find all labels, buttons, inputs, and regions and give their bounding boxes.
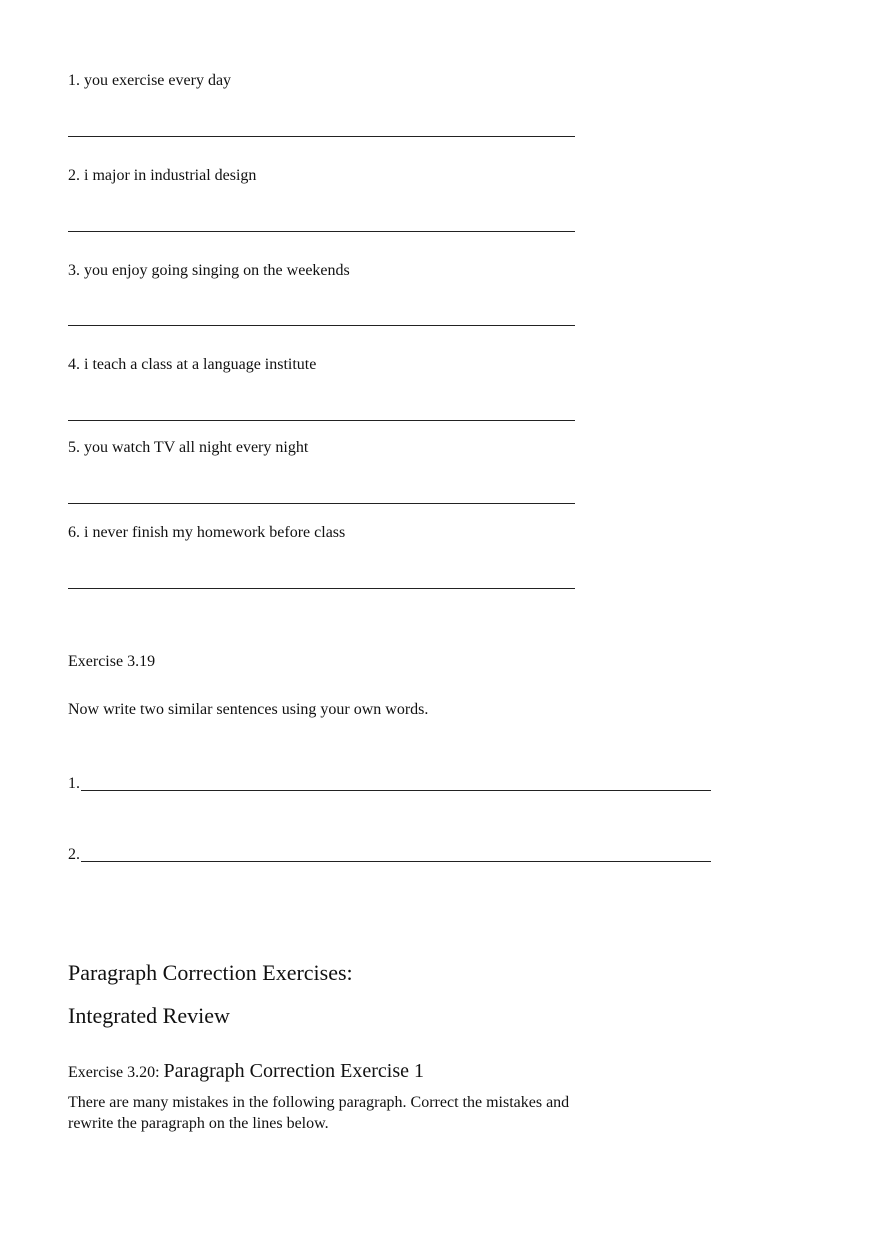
exercise-item-4: 4. i teach a class at a language institute xyxy=(68,356,317,373)
answer-line-5[interactable] xyxy=(68,503,575,504)
exercise-320-instruction-line-1: There are many mistakes in the following paragraph. Correct the mistakes and xyxy=(68,1094,570,1111)
exercise-item-3: 3. you enjoy going singing on the weekends xyxy=(68,262,350,279)
answer-line-2[interactable] xyxy=(68,231,575,232)
exercise-item-5: 5. you watch TV all night every night xyxy=(68,439,309,456)
exercise-320-prefix: Exercise 3.20: xyxy=(68,1064,164,1081)
exercise-item-2: 2. i major in industrial design xyxy=(68,167,257,184)
exercise-item-6: 6. i never finish my homework before class xyxy=(68,524,346,541)
exercise-319-instruction: Now write two similar sentences using your own words. xyxy=(68,701,429,718)
exercise-320-instruction-line-2: rewrite the paragraph on the lines below. xyxy=(68,1115,329,1132)
exercise-item-1: 1. you exercise every day xyxy=(68,72,232,89)
answer-line-4[interactable] xyxy=(68,420,575,421)
own-sentence-label-2: 2. xyxy=(68,846,80,863)
own-sentence-line-2[interactable] xyxy=(81,861,711,862)
own-sentence-label-1: 1. xyxy=(68,775,80,792)
exercise-320-name: Paragraph Correction Exercise 1 xyxy=(163,1060,424,1082)
answer-line-1[interactable] xyxy=(68,136,575,137)
exercise-320-title xyxy=(68,1060,424,1084)
answer-line-3[interactable] xyxy=(68,325,575,326)
own-sentence-line-1[interactable] xyxy=(81,790,711,791)
answer-line-6[interactable] xyxy=(68,588,575,589)
section-heading: Paragraph Correction Exercises: xyxy=(68,960,353,985)
section-subheading: Integrated Review xyxy=(68,1003,230,1028)
exercise-319-title: Exercise 3.19 xyxy=(68,653,156,670)
